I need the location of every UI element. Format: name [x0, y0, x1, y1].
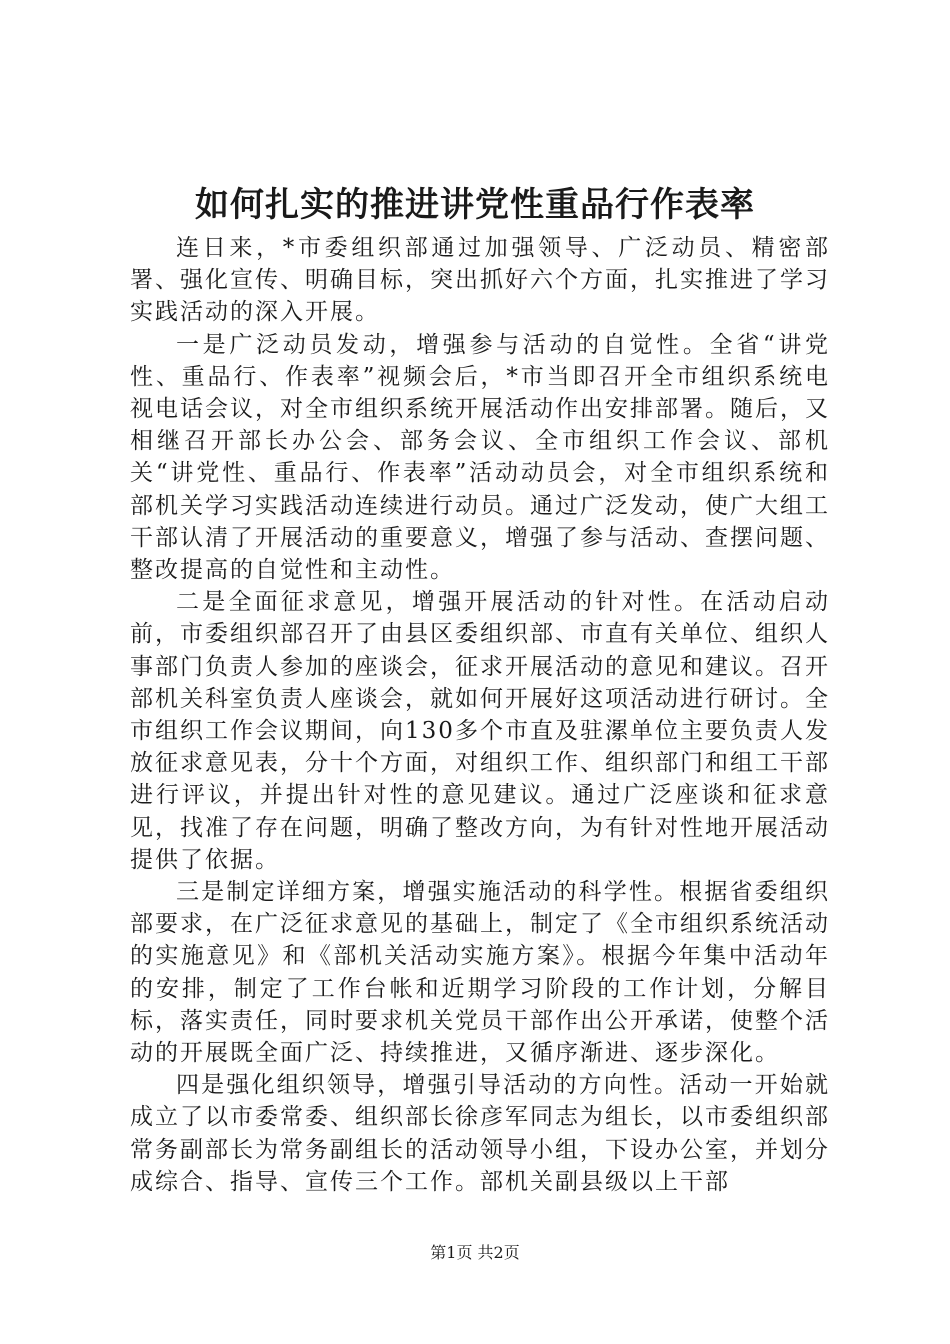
paragraph-one: 一是广泛动员发动，增强参与活动的自觉性。全省“讲党性、重品行、作表率”视频会后，*市当即召开全市组织系统电视电话会议，对全市组织系统开展活动作出安排部署。随后，又相继召开部长办公会、部务会议、全市组织工作会议、部机关“讲党性、重品行、作表率”活动动员会，对全市组织系统和部机关学习实践活动连续进行动员。通过广泛发动，使广大组工干部认清了开展活动的重要意义，增强了参与活动、查摆问题、整改提高的自觉性和主动性。	[130, 331, 830, 584]
document-body	[130, 232, 830, 1198]
page-footer: 第1页 共2页	[430, 1243, 520, 1262]
paragraph-intro: 连日来，*市委组织部通过加强领导、广泛动员、精密部署、强化宣传、明确目标，突出抓好六个方面，扎实推进了学习实践活动的深入开展。	[130, 235, 830, 326]
paragraph-three: 三是制定详细方案，增强实施活动的科学性。根据省委组织部要求，在广泛征求意见的基础上，制定了《全市组织系统活动的实施意见》和《部机关活动实施方案》。根据今年集中活动年的安排，制定了工作台帐和近期学习阶段的工作计划，分解目标，落实责任，同时要求机关党员干部作出公开承诺，使整个活动的开展既全面广泛、持续推进，又循序渐进、逐步深化。	[130, 879, 830, 1067]
paragraph-four: 四是强化组织领导，增强引导活动的方向性。活动一开始就成立了以市委常委、组织部长徐彦军同志为组长，以市委组织部常务副部长为常务副组长的活动领导小组，下设办公室，并划分成综合、指导、宣传三个工作。部机关副县级以上干部	[130, 1072, 830, 1195]
document-title: 如何扎实的推进讲党性重品行作表率	[195, 185, 755, 225]
paragraph-two: 二是全面征求意见，增强开展活动的针对性。在活动启动前，市委组织部召开了由县区委组织部、市直有关单位、组织人事部门负责人参加的座谈会，征求开展活动的意见和建议。召开部机关科室负责人座谈会，就如何开展好这项活动进行研讨。全市组织工作会议期间，向130多个市直及驻漯单位主要负责人发放征求意见表，分十个方面，对组织工作、组织部门和组工干部进行评议，并提出针对性的意见建议。通过广泛座谈和征求意见，找准了存在问题，明确了整改方向，为有针对性地开展活动提供了依据。	[130, 589, 830, 873]
